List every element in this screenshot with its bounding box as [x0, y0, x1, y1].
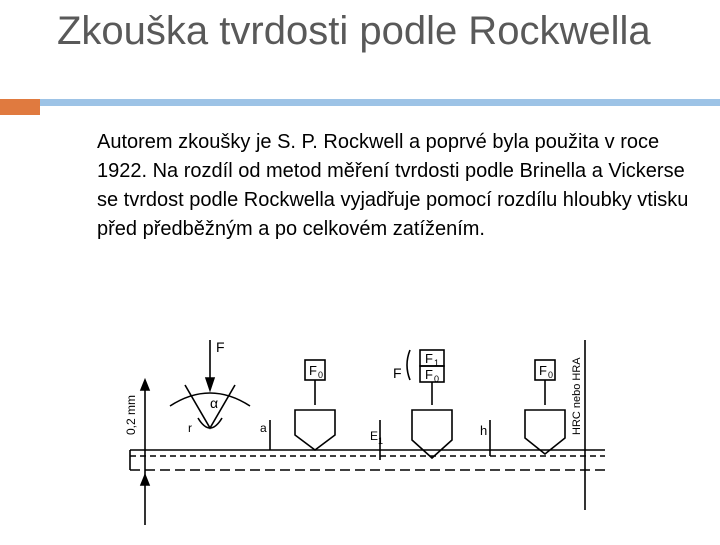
h-label: h — [480, 423, 488, 438]
force-arrow-head — [206, 378, 214, 390]
rockwell-diagram — [110, 310, 610, 540]
f0-box-2-sub: 0 — [434, 374, 440, 384]
depth-axis-arrow-top — [141, 380, 149, 390]
f0-box-2-label: F — [425, 367, 433, 382]
e1-label: E — [370, 429, 379, 443]
angle-alpha-label: α — [210, 395, 219, 411]
f1-box-sub: 1 — [434, 358, 440, 368]
force-f-label: F — [216, 339, 225, 355]
f0-box-1-label: F — [309, 363, 317, 378]
hrc-label: HRC nebo HRA — [571, 357, 583, 435]
f0-box-3-sub: 0 — [548, 370, 554, 380]
depth-axis-arrow-bottom — [141, 475, 149, 485]
f0-box-1-sub: 0 — [318, 370, 324, 380]
title-underline-blue — [40, 99, 720, 106]
f-group-label: F — [393, 365, 402, 381]
a-label: a — [260, 421, 267, 435]
f1-box-label: F — [425, 351, 433, 366]
slide-body-text: Autorem zkoušky je S. P. Rockwell a poprvé byla použita v roce 1922. Na rozdíl od metod měření tvrdosti podle Brinella a Vickerse se tvrdost podle Rockwella vyjadřuje pomocí rozdílu hloubky vtisku před předběžným a po celkovém zatížením. — [97, 131, 689, 240]
indenter-2-body — [295, 410, 335, 450]
radius-r-label: r — [188, 421, 192, 435]
f0-box-3-label: F — [539, 363, 547, 378]
e1-sub: 1 — [378, 436, 384, 446]
indenter-4-body — [525, 410, 565, 454]
depth-02mm-label: 0,2 mm — [124, 394, 138, 435]
f-group-brace — [407, 350, 410, 380]
slide-title: Zkouška tvrdosti podle Rockwella — [57, 9, 651, 53]
title-accent-orange — [0, 99, 40, 115]
